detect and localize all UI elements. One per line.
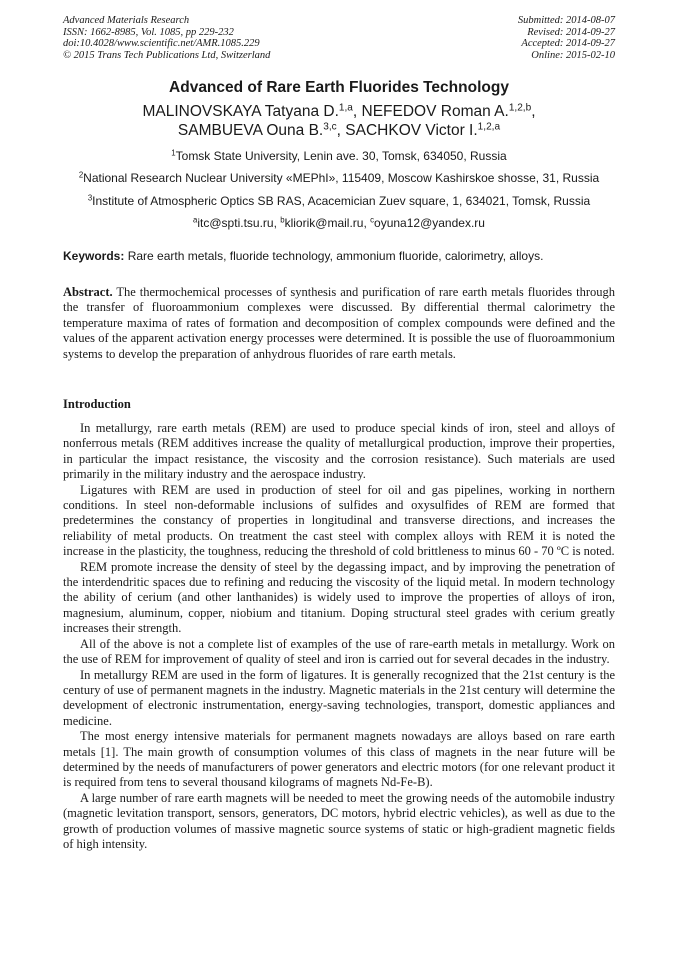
affiliation-text: Tomsk State University, Lenin ave. 30, Tomsk, 634050, Russia	[175, 149, 507, 163]
paragraph: All of the above is not a complete list of examples of the use of rare-earth metals in metallurgy. Work on the use of REM for improvement of quality of steel and iron is carried out for several decades in the industry.	[63, 636, 615, 667]
abstract-block	[63, 285, 615, 362]
paragraph: REM promote increase the density of steel by the degassing impact, and by improving the penetration of the interdendritic spaces due to refining and reducing the viscosity of the liquid metal. In modern technology the ability of cerium (and other lanthanides) is widely used to improve the properties of alloys of iron, magnesium, aluminum, copper, niobium and titanium. Doping structural steel grades with cerium greatly increases their strength.	[63, 559, 615, 636]
introduction-body	[63, 421, 615, 852]
author-name: SAMBUEVA Ouna B.	[177, 122, 324, 139]
author-name: NEFEDOV Roman A.	[361, 103, 509, 120]
author-name: SACHKOV Victor I.	[345, 122, 478, 139]
keywords-text: Rare earth metals, fluoride technology, ammonium fluoride, calorimetry, alloys.	[124, 249, 544, 263]
author-separator: ,	[352, 103, 362, 120]
paragraph: In metallurgy REM are used in the form of ligatures. It is generally recognized that the 21st century is the century of use of permanent magnets in the industry. Magnetic materials in the 21st century will determine the development of electronic instrumentation, energy-saving technologies, transport, domestic appliances and medicine.	[63, 667, 615, 728]
keywords-line	[63, 249, 615, 263]
affiliation-3	[0, 194, 678, 208]
author-separator: ,	[336, 122, 346, 139]
issn-line: ISSN: 1662-8985, Vol. 1085, pp 229-232	[63, 26, 234, 38]
submitted-date: Submitted: 2014-08-07	[517, 15, 615, 26]
affiliation-text: National Research Nuclear University «MEPhI», 115409, Moscow Kashirskoe shosse, 31, Russia	[83, 171, 600, 185]
author-sup: 3,c	[323, 121, 337, 133]
journal-header-right	[518, 15, 615, 61]
paragraph: Ligatures with REM are used in production of steel for oil and gas pipelines, working in northern conditions. In steel non-deformable inclusions of sulfides and oxysulfides of REM are formed that predetermines the constancy of properties in longitudinal and transverse directions, and increases the reliability of metal products. On treatment the cast steel with complex alloys with REM it is noted the increase in the plasticity, the toughness, reducing the threshold of cold brittleness to minus 60 - 70 ºC is noted.	[63, 482, 615, 559]
affiliation-text: Institute of Atmospheric Optics SB RAS, Acacemician Zuev square, 1, 634021, Tomsk, Russia	[92, 194, 591, 208]
email-link[interactable]: kliorik@mail.ru	[284, 216, 364, 230]
author-sup: 1,2,a	[477, 121, 501, 133]
paragraph: In metallurgy, rare earth metals (REM) are used to produce special kinds of iron, steel and alloys of nonferrous metals (REM additives increase the quality of metallurgical production, improve their properties, in particular the impact resistance, the viscosity and the corrosion resistance). Such materials are used primarily in the military industry and the aerospace industry.	[63, 421, 615, 482]
accepted-date: Accepted: 2014-09-27	[521, 38, 615, 50]
email-separator: ,	[273, 216, 281, 230]
email-list	[0, 216, 678, 230]
journal-name: Advanced Materials Research	[63, 15, 190, 26]
abstract-label: Abstract.	[63, 285, 113, 299]
author-list	[0, 102, 678, 140]
author-sup: 1,a	[338, 102, 353, 114]
affiliation-1	[0, 149, 678, 163]
author-line-2	[0, 121, 678, 140]
author-separator: ,	[531, 103, 536, 120]
doi-line[interactable]: doi:10.4028/www.scientific.net/AMR.1085.229	[63, 38, 260, 50]
email-sup: a	[193, 215, 198, 225]
author-sup: 1,2,b	[508, 102, 532, 114]
affiliation-2	[0, 171, 678, 185]
keywords-label: Keywords:	[63, 249, 125, 263]
affiliation-sup: 2	[78, 170, 84, 180]
author-line-1	[0, 102, 678, 121]
revised-date: Revised: 2014-09-27	[527, 26, 615, 38]
paragraph: The most energy intensive materials for permanent magnets nowadays are alloys based on rare earth metals [1]. The main growth of consumption volumes of this class of magnets in the near future will be determined by the needs of manufacturers of power generators and electric motors (for one relevant product it is required from tens to several thousand kilograms of magnets Nd-Fe-B).	[63, 729, 615, 790]
journal-header-left	[63, 15, 270, 61]
online-date: Online: 2015-02-10	[531, 49, 615, 61]
email-sup: c	[370, 215, 375, 225]
email-link[interactable]: oyuna12@yandex.ru	[374, 216, 485, 230]
paragraph: A large number of rare earth magnets will be needed to meet the growing needs of the automobile industry (magnetic levitation transport, sensors, generators, DC motors, hybrid electric vehicles), as well as due to the growth of production volumes of massive magnetic source systems of static or high-gradient magnetic fields of high intensity.	[63, 790, 615, 851]
email-link[interactable]: itc@spti.tsu.ru	[197, 216, 274, 230]
affiliation-sup: 1	[171, 148, 176, 158]
paper-title: Advanced of Rare Earth Fluorides Technology	[169, 79, 509, 96]
author-name: MALINOVSKAYA Tatyana D.	[142, 103, 339, 120]
email-sup: b	[280, 215, 285, 225]
affiliation-sup: 3	[87, 193, 93, 203]
section-heading: Introduction	[63, 397, 131, 411]
email-separator: ,	[363, 216, 371, 230]
copyright-line: © 2015 Trans Tech Publications Ltd, Switzerland	[63, 49, 271, 61]
abstract-text: The thermochemical processes of synthesis and purification of rare earth metals fluorides through the transfer of fluoroammonium complexes were discussed. By differential thermal calorimetry the temperature maxima of rates of formation and decomposition of complex compounds were defined and the values of the apparent activation energy processes were determined. It is possible the use of fluoroammonium systems to develop the preparation of anhydrous fluorides of rare earth metals.	[63, 285, 615, 361]
